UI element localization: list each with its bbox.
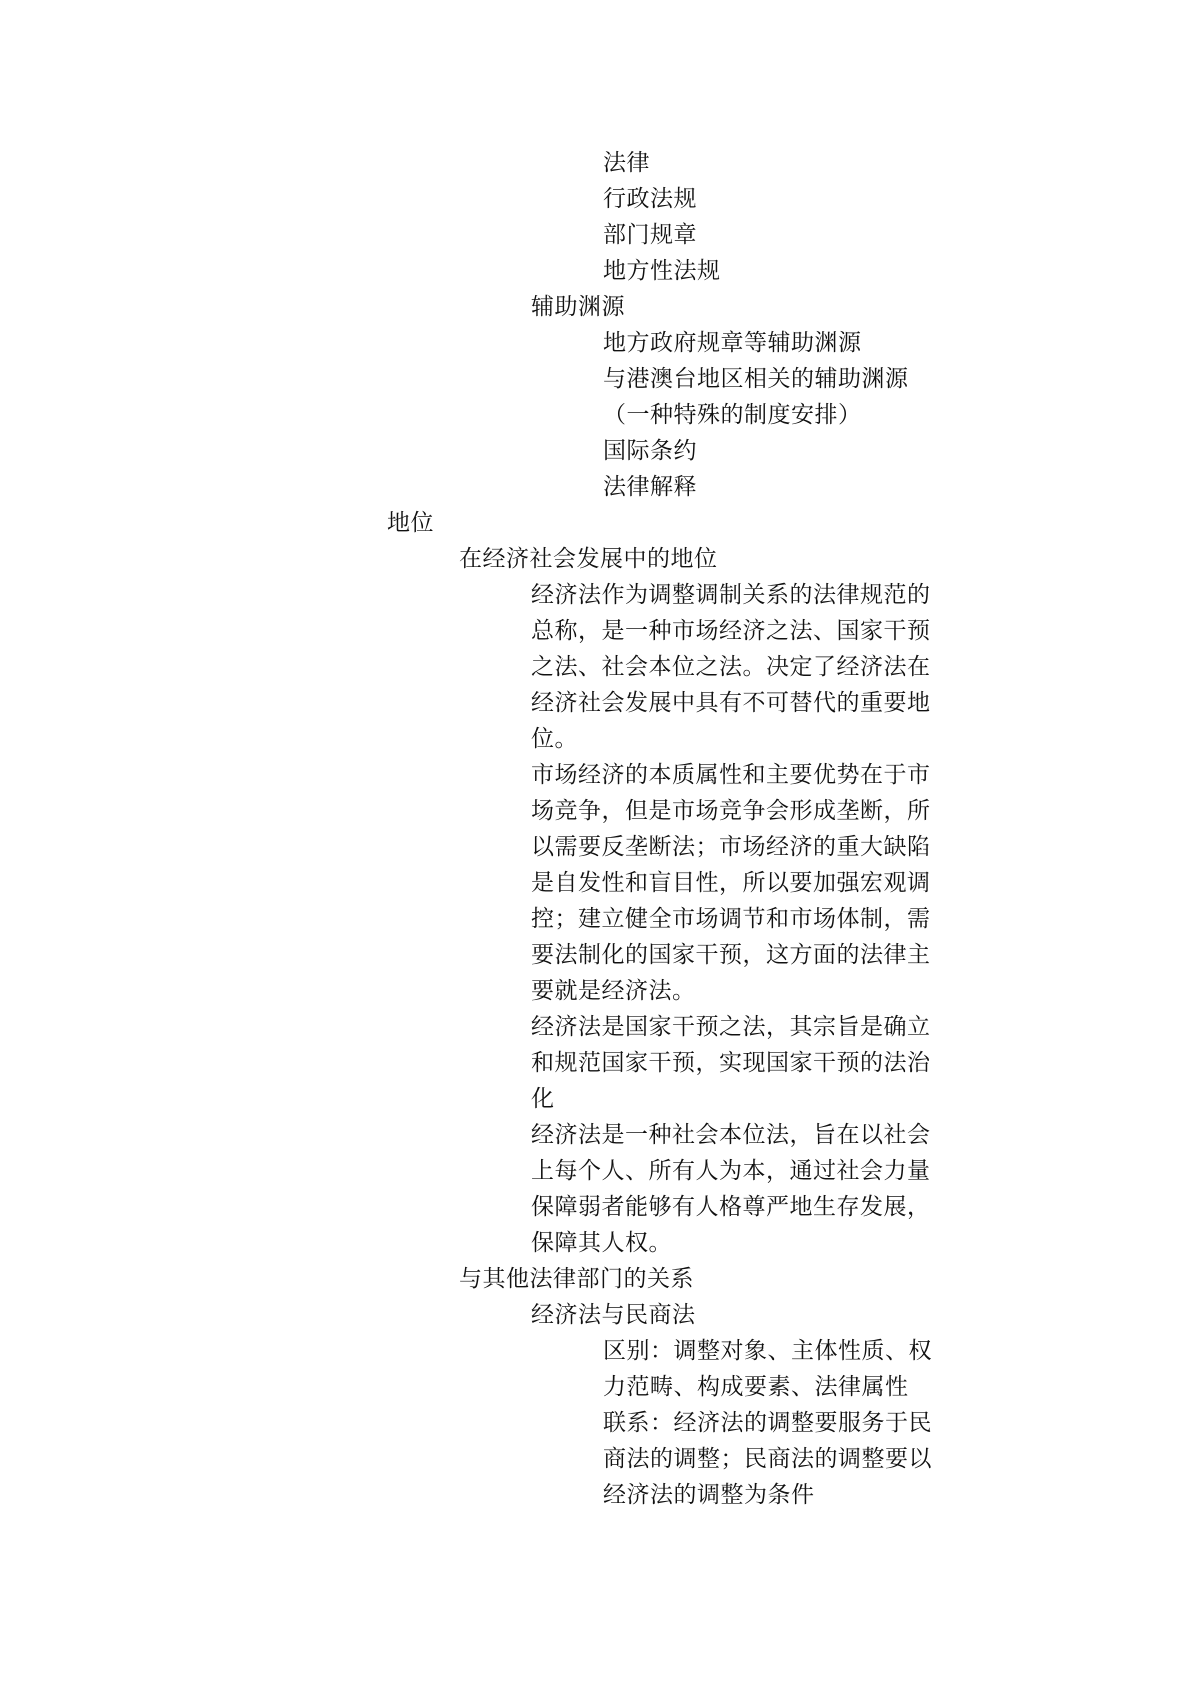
outline-paragraph-3: 经济法是国家干预之法，其宗旨是确立和规范国家干预，实现国家干预的法治化 — [531, 1014, 931, 1112]
outline-item-local-government-rules: 地方政府规章等辅助渊源 — [603, 330, 862, 356]
outline-heading-development-status: 在经济社会发展中的地位 — [459, 546, 718, 572]
outline-heading-civil-commercial-law: 经济法与民商法 — [531, 1302, 696, 1328]
outline-paragraph-1: 经济法作为调整调制关系的法律规范的总称，是一种市场经济之法、国家干预之法、社会本位之法。决定了经济法在经济社会发展中具有不可替代的重要地位。 — [531, 582, 931, 752]
outline-heading-auxiliary-sources: 辅助渊源 — [531, 294, 625, 320]
outline-item-administrative-regulations: 行政法规 — [603, 186, 697, 212]
outline-item-hk-macau-taiwan-sources: 与港澳台地区相关的辅助渊源（一种特殊的制度安排） — [603, 366, 909, 428]
outline-item-law: 法律 — [603, 150, 650, 176]
outline-item-international-treaties: 国际条约 — [603, 438, 697, 464]
outline-item-departmental-rules: 部门规章 — [603, 222, 697, 248]
mind-map-outline — [0, 145, 1191, 1513]
outline-item-legal-interpretation: 法律解释 — [603, 474, 697, 500]
outline-heading-status: 地位 — [387, 510, 434, 536]
outline-item-local-regulations: 地方性法规 — [603, 258, 721, 284]
outline-heading-relations: 与其他法律部门的关系 — [459, 1266, 694, 1292]
outline-paragraph-4: 经济法是一种社会本位法，旨在以社会上每个人、所有人为本，通过社会力量保障弱者能够有人格尊严地生存发展，保障其人权。 — [531, 1122, 931, 1256]
outline-paragraph-2: 市场经济的本质属性和主要优势在于市场竞争，但是市场竞争会形成垄断，所以需要反垄断法；市场经济的重大缺陷是自发性和盲目性，所以要加强宏观调控；建立健全市场调节和市场体制，需要法制化的国家干预，这方面的法律主要就是经济法。 — [531, 762, 931, 1004]
outline-item-connection: 联系：经济法的调整要服务于民商法的调整；民商法的调整要以经济法的调整为条件 — [603, 1410, 932, 1508]
outline-item-difference: 区别：调整对象、主体性质、权力范畴、构成要素、法律属性 — [603, 1338, 932, 1400]
